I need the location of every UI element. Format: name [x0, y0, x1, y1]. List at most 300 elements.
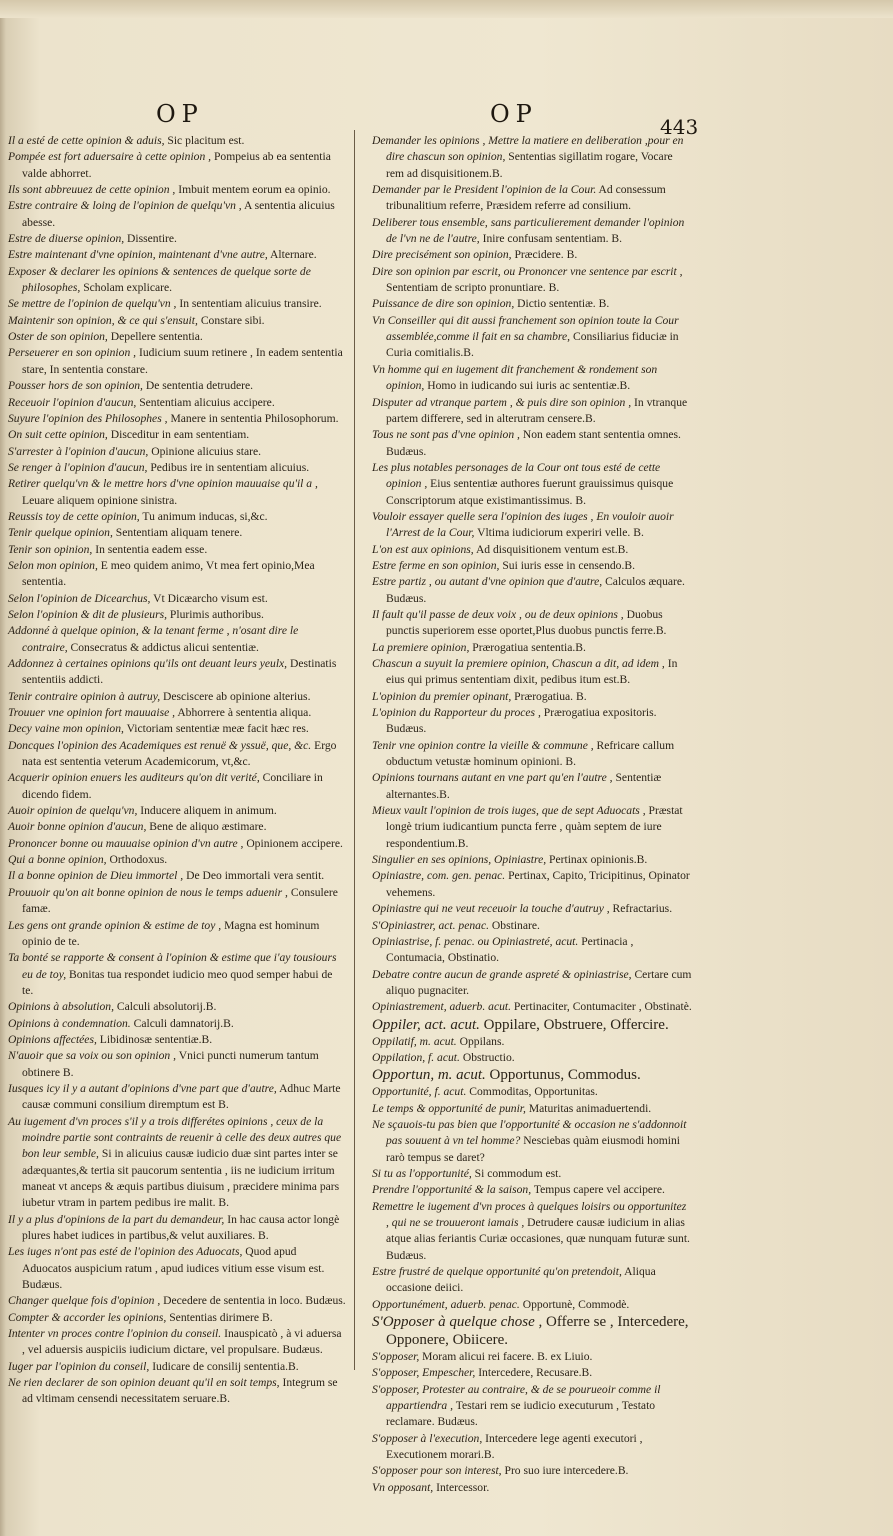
dictionary-entry [372, 1199, 692, 1264]
entry-french: Reussis toy de cette opinion, [8, 509, 140, 523]
dictionary-entry [372, 1349, 692, 1365]
entry-latin: Conciliare in dicendo fidem. [22, 771, 323, 801]
entry-french: Iusques icy il y a autant d'opinions d'vne part que d'autre, [8, 1081, 277, 1095]
entry-french: Debatre contre aucun de grande aspreté & opiniastrise, [372, 967, 632, 981]
dictionary-entry [372, 689, 692, 705]
dictionary-entry [8, 770, 346, 803]
dictionary-entry [372, 967, 692, 1000]
entry-latin: Nesciebas quàm eiusmodi homini rarò tempus se daret? [386, 1134, 680, 1164]
entry-french: Selon mon opinion, [8, 558, 98, 572]
dictionary-entry [8, 149, 346, 182]
dictionary-entry [372, 574, 692, 607]
dictionary-entry [8, 803, 346, 819]
entry-latin: Calculi damnatorij.B. [133, 1016, 234, 1030]
dictionary-entry [8, 591, 346, 607]
entry-latin: Alternare. [270, 248, 317, 262]
dictionary-entry [8, 558, 346, 591]
entry-latin: Decedere de sententia in loco. Budæus. [163, 1294, 346, 1308]
dictionary-entry [372, 247, 692, 263]
entry-french: Disputer ad vtranque partem , & puis dire son opinion , [372, 395, 632, 409]
entry-french: Demander les opinions , Mettre la matiere en deliberation ,pour en dire chascun son opinion, [372, 134, 684, 164]
dictionary-entry [8, 1048, 346, 1081]
dictionary-entry [372, 852, 692, 868]
dictionary-entry [372, 264, 692, 297]
entry-latin: Præcidere. B. [514, 248, 578, 262]
entry-latin: Iudicare de consilij sententia.B. [152, 1359, 299, 1373]
entry-french: Oppilatif, m. acut. [372, 1034, 457, 1048]
entry-latin: Obstinare. [491, 918, 540, 932]
entry-latin: Obstructio. [462, 1050, 515, 1064]
dictionary-entry [8, 1081, 346, 1114]
entry-latin: Sententiam de scripto pronuntiare. B. [386, 281, 560, 295]
entry-latin: Calculi absolutorij.B. [116, 1000, 217, 1014]
entry-french: S'opposer, Protester au contraire, & de se pourueoir comme il appartiendra , [372, 1382, 661, 1413]
entry-french: Le temps & opportunité de punir, [372, 1101, 526, 1115]
entry-french: Opiniastre, com. gen. penac. [372, 869, 506, 883]
entry-latin: Intercedere, Recusare.B. [478, 1366, 593, 1380]
entry-french: Chascun a suyuit la premiere opinion, Chascun a dit, ad idem , [372, 657, 665, 670]
entry-french: Remettre le iugement d'vn proces à quelques loisirs ou opportunitez , qui ne se trouueront iamais , [372, 1199, 687, 1229]
entry-latin: Moram alicui rei facere. B. ex Liuio. [422, 1350, 593, 1364]
entry-latin: Leuare aliquem opinione sinistra. [22, 493, 178, 507]
dictionary-entry [372, 918, 692, 934]
entry-french: Estre partiz , ou autant d'vne opinion que d'autre, [372, 575, 603, 589]
entry-french: La premiere opinion, [372, 640, 470, 654]
dictionary-entry [8, 1293, 346, 1309]
entry-french: Ils sont abbreuuez de cette opinion , [8, 183, 176, 197]
dictionary-entry [372, 1463, 692, 1479]
dictionary-entry [8, 198, 346, 231]
entry-french: Opinions à absolution, [8, 1000, 114, 1014]
entry-latin: Bene de aliquo æstimare. [149, 820, 267, 834]
entry-french: Pompée est fort aduersaire à cette opinion , [8, 150, 212, 164]
entry-french: S'opposer pour son interest, [372, 1464, 502, 1478]
dictionary-entry [8, 1375, 346, 1408]
entry-latin: Maturitas animaduertendi. [528, 1101, 652, 1115]
entry-french: Receuoir l'opinion d'aucun, [8, 395, 137, 409]
entry-french: Tenir quelque opinion, [8, 526, 113, 540]
entry-french: Perseuerer en son opinion , [8, 346, 137, 360]
dictionary-entry [8, 378, 346, 394]
entry-french: Dire son opinion par escrit, ou Prononcer vne sentence par escrit , [372, 264, 683, 278]
entry-french: Singulier en ses opinions, Opiniastre, [372, 853, 547, 867]
dictionary-entry [372, 901, 692, 917]
entry-french: Decy vaine mon opinion, [8, 722, 124, 736]
entry-latin: Destinatis sententiis addicti. [22, 657, 337, 687]
dictionary-entry [8, 313, 346, 329]
entry-latin: Sui iuris esse in censendo.B. [502, 558, 635, 572]
entry-french: Opiniastre qui ne veut receuoir la touche d'autruy , [372, 902, 610, 916]
dictionary-entry [372, 868, 692, 901]
dictionary-entry [372, 362, 692, 395]
entry-french: Ne rien declarer de son opinion deuant qu'il en soit temps, [8, 1376, 280, 1390]
entry-latin: In hac causa actor longè plures habet iudices in partibus,& velut auxiliares. B. [22, 1212, 340, 1243]
entry-french: S'arrester à l'opinion d'aucun, [8, 444, 149, 458]
entry-french: Suyure l'opinion des Philosophes , [8, 411, 168, 425]
entry-latin: De sententia detrudere. [145, 379, 254, 393]
entry-french: Changer quelque fois d'opinion , [8, 1294, 161, 1308]
entry-latin: Calculos æquare. Budæus. [386, 575, 685, 605]
entry-latin: Constare sibi. [200, 313, 265, 327]
dictionary-entry [372, 133, 692, 182]
entry-french: Prendre l'opportunité & la saison, [372, 1183, 532, 1197]
entry-latin: Sententiæ alternantes.B. [386, 771, 662, 801]
dictionary-entry [372, 656, 692, 689]
entry-french: S'Opposer à quelque chose , [372, 1314, 543, 1331]
dictionary-entry [372, 999, 692, 1015]
entry-french: Addonné à quelque opinion, & la tenant ferme , n'osant dire le contraire, [8, 624, 299, 654]
dictionary-entry [372, 803, 692, 852]
entry-latin: Consecratus & addictus alicui sententiæ. [70, 640, 259, 654]
entry-latin: E meo quidem animo, Vt mea fert opinio,Mea sententia. [22, 558, 315, 589]
entry-french: Les gens ont grande opinion & estime de toy , [8, 918, 222, 932]
entry-latin: Pertinaciter, Contumaciter , Obstinatè. [513, 1000, 692, 1014]
entry-latin: Pompeius ab ea sententia valde abhorret. [22, 150, 331, 180]
dictionary-entry [372, 542, 692, 558]
entry-french: Retirer quelqu'vn & le mettre hors d'vne opinion mauuaise qu'il a , [8, 477, 318, 491]
entry-latin: Abhorrere à sententia aliqua. [177, 706, 312, 720]
dictionary-entry [372, 1034, 692, 1050]
entry-latin: In sententia eadem esse. [95, 542, 208, 556]
entry-french: Si tu as l'opportunité, [372, 1166, 472, 1180]
dictionary-entry [372, 1016, 692, 1034]
entry-french: Estre ferme en son opinion, [372, 558, 500, 572]
dictionary-entry [372, 607, 692, 640]
entry-latin: Opinionem accipere. [246, 836, 343, 850]
dictionary-entry [372, 296, 692, 312]
entry-french: Opinions affectées, [8, 1032, 97, 1046]
entry-latin: Bonitas tua respondet iudicio meo quod semper habui de te. [22, 967, 333, 997]
dictionary-entry [372, 705, 692, 738]
entry-latin: Consulere famæ. [22, 885, 338, 916]
entry-latin: Tu animum inducas, si,&c. [142, 509, 268, 523]
entry-french: Selon l'opinion & dit de plusieurs, [8, 607, 167, 621]
entry-french: Vn opposant, [372, 1480, 434, 1494]
dictionary-entry [8, 1244, 346, 1293]
entry-latin: Intercessor. [436, 1480, 490, 1494]
dictionary-entry [8, 738, 346, 771]
entry-french: Oster de son opinion, [8, 330, 108, 344]
entry-french: Estre contraire & loing de l'opinion de quelqu'vn , [8, 199, 242, 213]
dictionary-entry [372, 1066, 692, 1084]
dictionary-entry [8, 1114, 346, 1212]
entry-french: Ne sçauois-tu pas bien que l'opportunité & occasion ne s'addonnoit pas souuent à vn tel homme? [372, 1117, 687, 1148]
entry-latin: A sententia alicuius abesse. [22, 199, 335, 229]
dictionary-entry [8, 460, 346, 476]
dictionary-entry [8, 656, 346, 689]
dictionary-entry [372, 215, 692, 248]
dictionary-entry [8, 1016, 346, 1032]
entry-latin: In sententiam alicuius transire. [179, 297, 322, 311]
entry-french: Les plus notables personages de la Cour ont tous esté de cette opinion , [372, 460, 661, 491]
entry-latin: Magna est hominum opinio de te. [22, 918, 320, 948]
entry-latin: Sententiam aliquam tenere. [115, 526, 243, 540]
dictionary-entry [372, 1480, 692, 1496]
entry-french: Opinions à condemnation. [8, 1016, 131, 1030]
dictionary-entry [8, 918, 346, 951]
dictionary-entry [8, 868, 346, 884]
entry-latin: Oppilans. [459, 1034, 505, 1048]
dictionary-entry [8, 836, 346, 852]
entry-french: Compter & accorder les opinions, [8, 1310, 167, 1324]
entry-french: S'opposer à l'execution, [372, 1431, 483, 1445]
entry-latin: Pertinacia , Contumacia, Obstinatio. [386, 934, 634, 965]
dictionary-entry [8, 231, 346, 247]
entry-latin: Sic placitum est. [167, 134, 245, 147]
entry-french: Addonnez à certaines opinions qu'ils ont deuant leurs yeulx, [8, 657, 288, 670]
entry-latin: Dictio sententiæ. B. [517, 297, 610, 311]
dictionary-entry [8, 395, 346, 411]
entry-latin: Prærogatiua. B. [514, 689, 587, 703]
entry-french: Intenter vn proces contre l'opinion du conseil. [8, 1327, 222, 1341]
entry-french: Prononcer bonne ou mauuaise opinion d'vn autre , [8, 836, 244, 850]
entry-french: S'opposer, Empescher, [372, 1366, 476, 1380]
entry-french: Ta bonté se rapporte & consent à l'opinion & estime que i'ay tousiours eu de toy, [8, 951, 337, 981]
entry-latin: Duobus punctis superiorem esse oportet,Plus duobus punctis ferre.B. [386, 607, 667, 638]
entry-french: Doncques l'opinion des Academiques est renuë & yssuë, que, &c. [8, 738, 312, 752]
dictionary-entry [372, 1264, 692, 1297]
dictionary-entry [8, 1359, 346, 1375]
entry-latin: Quod apud Aduocatos auspicium ratum , apud iudices vitium esse visum est. Budæus. [22, 1245, 325, 1292]
right-column [372, 133, 692, 1494]
entry-latin: Sententiam alicuius accipere. [139, 395, 275, 409]
dictionary-entry [8, 264, 346, 297]
entry-latin: Orthodoxus. [109, 853, 168, 867]
entry-latin: Detrudere causæ iudicium in alias atque alias feriantis Curiæ occasiones, quæ nunquam futuræ sunt. Budæus. [386, 1216, 690, 1262]
page-top-edge [0, 0, 893, 18]
dictionary-entry [8, 999, 346, 1015]
entry-latin: Commoditas, Opportunitas. [469, 1085, 598, 1099]
dictionary-entry [372, 1313, 692, 1349]
entry-french: Oppilation, f. acut. [372, 1050, 460, 1064]
entry-french: L'on est aux opinions, [372, 542, 474, 556]
entry-french: On suit cette opinion, [8, 428, 108, 442]
entry-latin: Testari rem se iudicio executurum , Testato reclamare. Budæus. [386, 1399, 656, 1429]
dictionary-entry [372, 182, 692, 215]
dictionary-entry [8, 721, 346, 737]
entry-french: Vn homme qui en iugement dit franchement & rondement son opinion, [372, 362, 658, 393]
entry-french: S'opposer, [372, 1350, 420, 1364]
entry-latin: Manere in sententia Philosophorum. [170, 411, 339, 425]
entry-latin: Si in alicuius causæ iudicio duæ sint partes inter se adæquantes,& tertia sit paucorum sententia , iis ne iudicium irritum maneat vt anceps & æquis partibus diuisum , præcidere minima pars iubetur vtram in partem pedibus ire malit. B. [22, 1147, 340, 1210]
entry-latin: Sententias dirimere B. [169, 1310, 273, 1324]
entry-latin: Inauspicatò , à vi aduersa , vel aduersis auspiciis iudicium dictare, vel propulsare. Budæus. [22, 1327, 342, 1357]
entry-latin: Opportunè, Commodè. [522, 1297, 630, 1311]
entry-latin: Scholam explicare. [83, 281, 173, 295]
entry-latin: Depellere sententia. [110, 330, 203, 344]
dictionary-entry [8, 444, 346, 460]
dictionary-entry [8, 476, 346, 509]
entry-french: Exposer & declarer les opinions & sentences de quelque sorte de philosophes, [8, 264, 311, 295]
entry-latin: Inire confusam sententiam. B. [482, 232, 623, 246]
entry-french: Puissance de dire son opinion, [372, 297, 515, 311]
entry-french: Au iugement d'vn proces s'il y a trois differétes opinions , ceux de la moindre partie sont contraints de reuenir à celle des deux autres que bon leur semble, [8, 1114, 342, 1161]
entry-latin: Inducere aliquem in animum. [140, 804, 277, 818]
dictionary-entry [372, 1084, 692, 1100]
dictionary-entry [372, 770, 692, 803]
entry-latin: Homo in iudicando sui iuris ac sententiæ.B. [427, 379, 631, 393]
entry-latin: Refractarius. [612, 902, 673, 916]
entry-french: Tenir son opinion, [8, 542, 93, 556]
dictionary-entry [372, 313, 692, 362]
dictionary-entry [8, 329, 346, 345]
entry-latin: Pro suo iure intercedere.B. [504, 1464, 629, 1478]
dictionary-entry [372, 558, 692, 574]
entry-french: Dire precisément son opinion, [372, 248, 512, 262]
entry-french: Opinions tournans autant en vne part qu'en l'autre , [372, 771, 613, 785]
entry-latin: Opportunus, Commodus. [489, 1067, 641, 1084]
dictionary-entry [372, 738, 692, 771]
entry-french: Tenir vne opinion contre la vieille & commune , [372, 738, 594, 752]
entry-french: Oppiler, act. acut. [372, 1016, 480, 1033]
column-divider [354, 130, 355, 1370]
dictionary-entry [8, 819, 346, 835]
entry-french: Tous ne sont pas d'vne opinion , [372, 428, 520, 442]
entry-latin: Tempus capere vel accipere. [533, 1183, 665, 1197]
entry-latin: Libidinosæ sententiæ.B. [99, 1032, 213, 1046]
dictionary-entry [372, 1297, 692, 1313]
dictionary-entry [8, 623, 346, 656]
entry-french: Opiniastrise, f. penac. ou Opiniastreté, acut. [372, 934, 579, 948]
dictionary-entry [372, 1182, 692, 1198]
entry-latin: Vltima iudiciorum experiri velle. B. [477, 526, 644, 540]
entry-latin: Vt Dicæarcho visum est. [153, 591, 268, 605]
entry-latin: Adhuc Marte causæ communi consilium diremptum est B. [22, 1081, 341, 1112]
entry-french: L'opinion du premier opinant, [372, 689, 512, 703]
dictionary-entry [8, 509, 346, 525]
dictionary-entry [372, 395, 692, 428]
dictionary-entry [8, 427, 346, 443]
dictionary-entry [8, 247, 346, 263]
dictionary-entry [372, 509, 692, 542]
entry-french: Opportunité, f. acut. [372, 1085, 467, 1099]
entry-french: Demander par le President l'opinion de la Cour. [372, 183, 597, 197]
entry-french: Se mettre de l'opinion de quelqu'vn , [8, 297, 177, 311]
dictionary-entry [8, 1212, 346, 1245]
entry-french: Il a esté de cette opinion & aduis, [8, 134, 165, 147]
entry-french: Deliberer tous ensemble, sans particulierement demander l'opinion de l'vn ne de l'autre, [372, 215, 685, 246]
left-column-header: OP [156, 100, 204, 128]
dictionary-entry [8, 689, 346, 705]
dictionary-entry [8, 852, 346, 868]
entry-latin: Eius sententiæ authores fuerunt grauissimus quisque Conscriptorum atque existimantissimus. B. [386, 477, 674, 507]
entry-french: Il a bonne opinion de Dieu immortel , [8, 869, 184, 883]
entry-latin: Ad consessum tribunalitium referre, Præsidem referre ad consilium. [386, 183, 666, 213]
dictionary-entry [8, 705, 346, 721]
dictionary-entry [8, 296, 346, 312]
entry-french: Mieux vault l'opinion de trois iuges, que de sept Aduocats , [372, 804, 646, 818]
entry-latin: Victoriam sententiæ meæ facit hæc res. [126, 722, 309, 736]
dictionary-entry [372, 1431, 692, 1464]
entry-french: Iuger par l'opinion du conseil, [8, 1359, 150, 1373]
entry-french: Prouuoir qu'on ait bonne opinion de nous le temps aduenir , [8, 885, 288, 899]
entry-latin: Disceditur in eam sententiam. [110, 428, 250, 442]
entry-french: Estre maintenant d'vne opinion, maintenant d'vne autre, [8, 248, 268, 262]
dictionary-entry [372, 1166, 692, 1182]
entry-latin: Pedibus ire in sententiam alicuius. [150, 460, 310, 474]
entry-latin: De Deo immortali vera sentit. [186, 869, 325, 883]
entry-french: Opportun, m. acut. [372, 1067, 486, 1084]
entry-latin: Sententias sigillatim rogare, Vocare rem ad disquisitionem.B. [386, 150, 673, 180]
right-column-header: OP [490, 100, 538, 128]
entry-latin: Desciscere ab opinione alterius. [163, 689, 311, 703]
entry-latin: Aliqua occasione deiici. [386, 1265, 656, 1295]
entry-french: Auoir bonne opinion d'aucun, [8, 820, 147, 834]
entry-french: Il y a plus d'opinions de la part du demandeur, [8, 1212, 225, 1226]
dictionary-entry [372, 1117, 692, 1166]
entry-latin: Oppilare, Obstruere, Offercire. [483, 1016, 669, 1033]
entry-latin: Iudicium suum retinere , In eadem sententia stare, In sententia constare. [22, 346, 343, 376]
dictionary-entry [372, 1382, 692, 1431]
entry-french: Acquerir opinion enuers les auditeurs qu'on dit verité, [8, 771, 260, 785]
entry-latin: Prærogatiua expositoris. Budæus. [386, 706, 657, 736]
dictionary-entry [8, 950, 346, 999]
entry-latin: Pertinax, Capito, Tricipitinus, Opinator vehemens. [386, 869, 690, 899]
dictionary-entry [8, 885, 346, 918]
dictionary-entry [8, 525, 346, 541]
entry-latin: Ad disquisitionem ventum est.B. [475, 542, 629, 556]
entry-french: N'auoir que sa voix ou son opinion , [8, 1049, 177, 1063]
entry-latin: Ergo nata est sententia veterum Academicorum, vt,&c. [22, 738, 337, 769]
left-column [8, 133, 346, 1406]
entry-latin: Refricare callum obductum vetustæ hominum opinioni. B. [386, 738, 675, 769]
page-number: 443 [660, 115, 699, 139]
dictionary-entry [8, 1326, 346, 1359]
entry-latin: Vnici puncti numerum tantum obtinere B. [22, 1049, 319, 1079]
entry-latin: Consiliarius fiduciæ in Curia comitialis.B. [386, 330, 679, 360]
entry-french: Maintenir son opinion, & ce qui s'ensuit, [8, 313, 198, 327]
entry-french: Vouloir essayer quelle sera l'opinion des iuges , En vouloir auoir l'Arrest de la Cour, [372, 509, 674, 540]
entry-french: Les iuges n'ont pas esté de l'opinion des Aduocats, [8, 1245, 243, 1259]
entry-latin: Pertinax opinionis.B. [549, 853, 648, 867]
dictionary-entry [8, 182, 346, 198]
entry-latin: Plurimis authoribus. [169, 607, 264, 621]
entry-french: Tenir contraire opinion à autruy, [8, 689, 161, 703]
entry-latin: Dissentire. [127, 232, 177, 246]
entry-french: Qui a bonne opinion, [8, 853, 107, 867]
entry-latin: Integrum se ad vltimam censendi necessitatem seruare.B. [22, 1376, 338, 1406]
entry-latin: Intercedere lege agenti executori , Executionem morari.B. [386, 1431, 643, 1462]
entry-french: Il fault qu'il passe de deux voix , ou de deux opinions , [372, 607, 624, 621]
entry-french: Selon l'opinion de Dicearchus, [8, 591, 151, 605]
dictionary-entry [8, 411, 346, 427]
entry-latin: Prærogatiua sententia.B. [472, 640, 586, 654]
entry-french: Opportunément, aduerb. penac. [372, 1297, 520, 1311]
dictionary-entry [372, 1101, 692, 1117]
entry-latin: Opinione alicuius stare. [151, 444, 262, 458]
entry-french: Se renger à l'opinion d'aucun, [8, 460, 148, 474]
entry-french: Auoir opinion de quelqu'vn, [8, 804, 138, 818]
dictionary-entry [372, 1050, 692, 1066]
entry-french: Estre de diuerse opinion, [8, 232, 125, 246]
dictionary-entry [372, 640, 692, 656]
dictionary-entry [8, 542, 346, 558]
dictionary-entry [8, 1310, 346, 1326]
entry-latin: Non eadem stant sententia omnes. Budæus. [386, 428, 681, 458]
dictionary-entry [372, 1365, 692, 1381]
entry-latin: In eius qui primus sententiam dixit, pedibus itum est.B. [386, 657, 678, 687]
entry-latin: In vtranque partem differere, sed in alterutram censere.B. [386, 395, 688, 425]
dictionary-entry [372, 427, 692, 460]
entry-french: L'opinion du Rapporteur du proces , [372, 706, 541, 720]
entry-french: Pousser hors de son opinion, [8, 379, 143, 393]
entry-latin: Præstat longè trium iudicantium puncta ferre , quàm septem de iure respondentium.B. [386, 804, 683, 850]
dictionary-entry [372, 934, 692, 967]
entry-latin: Si commodum est. [474, 1166, 562, 1180]
entry-french: S'Opiniastrer, act. penac. [372, 918, 490, 932]
entry-french: Estre frustré de quelque opportunité qu'on pretendoit, [372, 1265, 622, 1279]
dictionary-entry [8, 133, 346, 149]
